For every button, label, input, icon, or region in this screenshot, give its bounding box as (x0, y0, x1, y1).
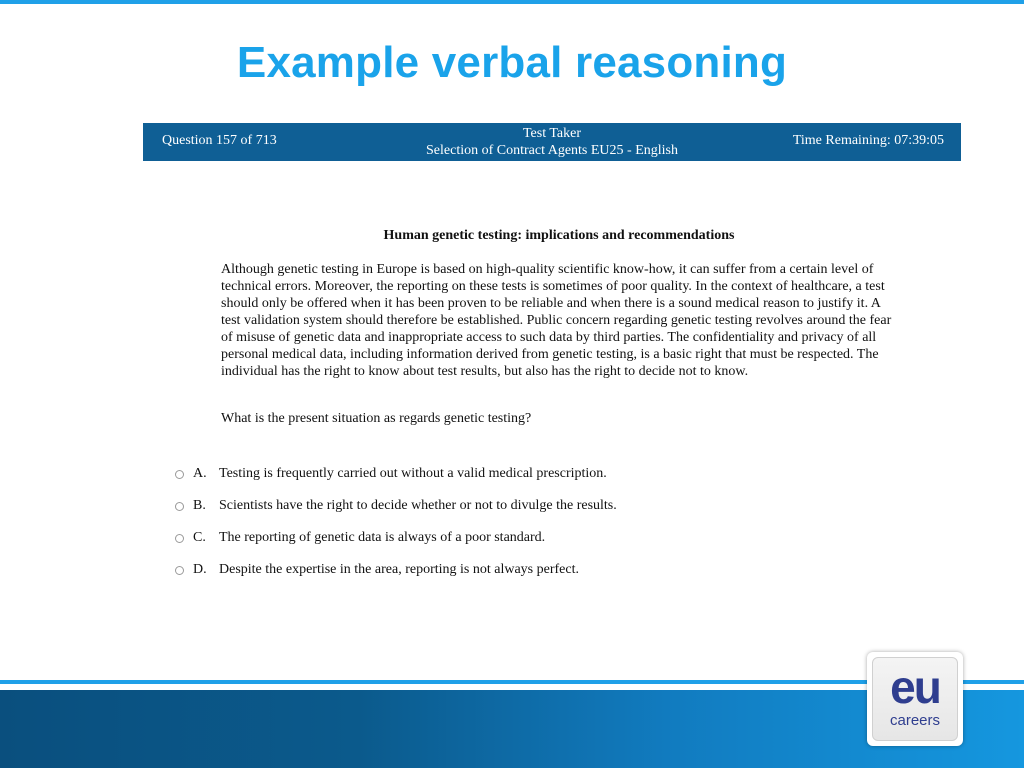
passage-title: Human genetic testing: implications and recommendations (383, 228, 735, 243)
option-letter: B. (193, 498, 206, 513)
option-text: Testing is frequently carried out without a valid medical prescription. (219, 466, 607, 481)
logo-mark: eu (890, 661, 940, 713)
logo-badge (872, 657, 958, 741)
exam-label: Selection of Contract Agents EU25 - English (426, 143, 678, 158)
radio-button-icon[interactable] (175, 534, 184, 543)
test-header-bar (143, 123, 961, 161)
answer-options (175, 466, 875, 594)
radio-button-icon[interactable] (175, 470, 184, 479)
option-text: The reporting of genetic data is always of a poor standard. (219, 530, 546, 545)
radio-button-icon[interactable] (175, 502, 184, 511)
slide-title: Example verbal reasoning (236, 38, 788, 87)
time-remaining: Time Remaining: 07:39:05 (792, 133, 944, 148)
option-text: Despite the expertise in the area, reporting is not always perfect. (219, 562, 579, 577)
answer-option-d[interactable] (175, 562, 875, 582)
eu-careers-logo (867, 652, 963, 746)
option-letter: C. (193, 530, 206, 545)
answer-option-a[interactable] (175, 466, 875, 486)
answer-option-c[interactable] (175, 530, 875, 550)
user-label: Test Taker (522, 126, 582, 141)
question-counter: Question 157 of 713 (162, 133, 277, 148)
top-accent-bar (0, 0, 1024, 4)
radio-button-icon[interactable] (175, 566, 184, 575)
option-letter: D. (193, 562, 207, 577)
option-text: Scientists have the right to decide whether or not to divulge the results. (219, 498, 617, 513)
passage-body: Although genetic testing in Europe is based on high-quality scientific know-how, it can suffer from a certain level of technical errors. Moreover, the reporting on these tests is sometimes of poor quality. In the context of healthcare, a test should only be offered when it has been proven to be reliable and when there is a sound medical reason to justify it. A test validation system should therefore be established. Public concern regarding genetic testing revolves around the fear of misuse of genetic data and inappropriate access to such data by third parties. The confidentiality and privacy of all personal medical data, including information derived from genetic testing, is a basic right that must be respected. The individual has the right to know about test results, but also has the right to decide not to know. (221, 262, 892, 379)
option-letter: A. (193, 466, 207, 481)
logo-tagline: careers (889, 712, 941, 729)
answer-option-b[interactable] (175, 498, 875, 518)
question-text: What is the present situation as regards genetic testing? (221, 411, 532, 426)
